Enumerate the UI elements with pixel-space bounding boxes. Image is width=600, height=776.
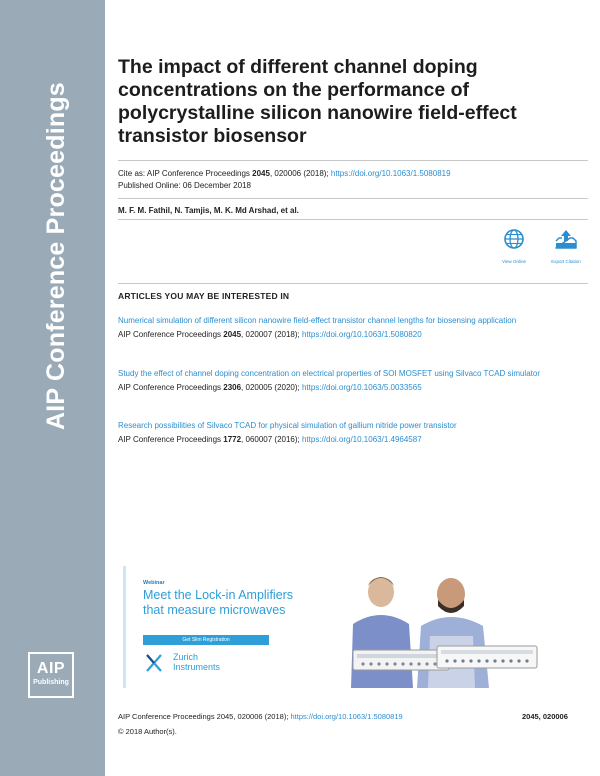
- published-date: Published Online: 06 December 2018: [118, 181, 251, 190]
- cite-volume: 2045: [252, 169, 270, 178]
- related-cite: , 060007 (2016);: [241, 435, 302, 444]
- authors: M. F. M. Fathil, N. Tamjis, M. K. Md Arshad, et al.: [118, 206, 299, 215]
- cite-prefix: Cite as: AIP Conference Proceedings: [118, 169, 253, 178]
- related-volume: 1772: [223, 435, 242, 444]
- related-volume: 2306: [223, 383, 242, 392]
- advertisement-banner[interactable]: [123, 566, 547, 688]
- related-article-citation: [118, 434, 588, 445]
- footer-volume: 2045: [216, 712, 234, 721]
- brand-name: [173, 652, 220, 672]
- citation-line: [118, 168, 451, 179]
- ad-accent-bar: [123, 566, 126, 688]
- related-cite: , 020005 (2020);: [241, 383, 302, 392]
- journal-sidebar: [0, 0, 105, 776]
- aip-publishing-logo[interactable]: [28, 652, 74, 698]
- footer-doi-link[interactable]: https://doi.org/10.1063/1.5080819: [290, 712, 403, 721]
- view-online-label: View Online: [502, 259, 526, 264]
- related-articles-heading: ARTICLES YOU MAY BE INTERESTED IN: [118, 291, 290, 301]
- footer-cite: , 020006 (2018);: [233, 712, 291, 721]
- divider: [118, 219, 588, 220]
- related-article-citation: [118, 382, 588, 393]
- footer-journal: AIP Conference Proceedings: [118, 712, 217, 721]
- ad-photo-people-with-instruments: [333, 566, 547, 688]
- related-doi-link[interactable]: https://doi.org/10.1063/1.5080820: [301, 330, 422, 339]
- brand-line-1: Zurich: [173, 652, 199, 662]
- brand-line-2: Instruments: [173, 662, 221, 672]
- ad-headline-line-2: that measure microwaves: [143, 603, 286, 617]
- journal-name: AIP Conference Proceedings: [42, 82, 70, 430]
- copyright: © 2018 Author(s).: [118, 727, 177, 736]
- related-journal: AIP Conference Proceedings: [118, 383, 224, 392]
- footer-citation: [118, 712, 403, 721]
- view-online-button[interactable]: [484, 228, 544, 264]
- related-article: [118, 315, 588, 340]
- related-journal: AIP Conference Proceedings: [118, 435, 224, 444]
- ad-tag: Webinar: [143, 580, 165, 586]
- ad-headline-line-1: Meet the Lock-in Amplifiers: [143, 588, 294, 602]
- ad-register-button[interactable]: Get Slim Registration: [143, 635, 269, 645]
- related-article-citation: [118, 329, 588, 340]
- related-journal: AIP Conference Proceedings: [118, 330, 224, 339]
- divider: [118, 198, 588, 199]
- logo-line-2: Publishing: [33, 679, 69, 686]
- paper-title: The impact of different channel doping concentrations on the performance of polycrystalline silicon nanowire field-effect transistor biosensor: [118, 56, 517, 147]
- related-doi-link[interactable]: https://doi.org/10.1063/5.0033565: [301, 383, 422, 392]
- divider: [118, 160, 588, 161]
- doi-link[interactable]: https://doi.org/10.1063/1.5080819: [330, 169, 451, 178]
- export-citation-label: Export Citation: [551, 259, 581, 264]
- related-article-title[interactable]: Study the effect of channel doping concentration on electrical properties of SOI MOSFET using Silvaco TCAD simulator: [118, 369, 540, 378]
- related-doi-link[interactable]: https://doi.org/10.1063/1.4964587: [301, 435, 422, 444]
- page-number: 2045, 020006: [522, 712, 568, 721]
- related-article-title[interactable]: Research possibilities of Silvaco TCAD for physical simulation of gallium nitride power transistor: [118, 421, 457, 430]
- related-article: [118, 368, 588, 393]
- related-article: [118, 420, 588, 445]
- zurich-instruments-logo-icon: [145, 653, 163, 673]
- divider: [118, 283, 588, 284]
- globe-icon: [503, 228, 525, 250]
- logo-line-1: AIP: [36, 660, 66, 677]
- related-cite: , 020007 (2018);: [241, 330, 302, 339]
- zurich-instruments-logo: [145, 652, 265, 674]
- related-volume: 2045: [223, 330, 242, 339]
- export-icon: [554, 228, 578, 250]
- export-citation-button[interactable]: [536, 228, 596, 264]
- related-article-title[interactable]: Numerical simulation of different silicon nanowire field-effect transistor channel lengths for biosensing application: [118, 316, 517, 325]
- cite-suffix: , 020006 (2018);: [269, 169, 331, 178]
